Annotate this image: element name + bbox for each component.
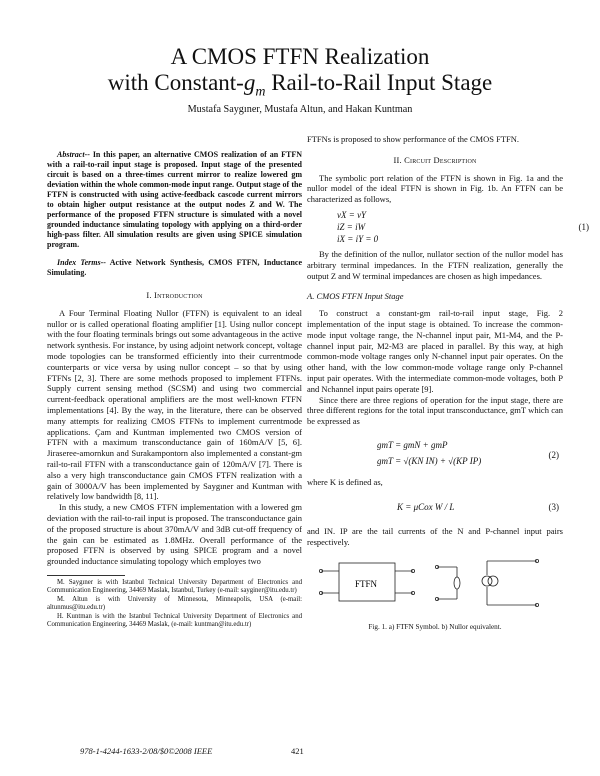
eq2-line2: gmT = √(KN IN) + √(KP IP) [377, 455, 482, 466]
abstract [47, 150, 302, 250]
footnote-kuntman: H. Kuntman is with the Istanbul Technical University Department of Electronics and Communication Engineering, 34469 Maslak, (e-mail: kuntman@itu.edu.tr) [47, 612, 302, 628]
equation-2 [377, 437, 563, 469]
where-k-text: where K is defined as, [307, 476, 383, 487]
figure-1-caption: Fig. 1. a) FTFN Symbol. b) Nullor equivalent. [368, 623, 502, 632]
subsection-heading-input-stage: A. CMOS FTFN Input Stage [307, 291, 404, 302]
index-terms [47, 258, 302, 278]
ftfn-label: FTFN [355, 579, 378, 590]
equation-1 [337, 209, 589, 245]
section-heading-intro: I. Introduction [146, 290, 203, 300]
left-column [47, 150, 302, 629]
footnote-divider [47, 575, 125, 576]
paper-title-line2 [0, 70, 600, 106]
nullor-equivalent [435, 560, 538, 607]
index-label: Index Terms-- [57, 258, 106, 267]
right-column [307, 134, 589, 633]
eq2-number: (2) [548, 449, 559, 460]
title-part: with Constant- [107, 70, 244, 95]
title-part-post: Rail-to-Rail Input Stage [265, 70, 493, 95]
intro-paragraph-1: A Four Terminal Floating Nullor (FTFN) is equivalent to an ideal nullor or is called operational floating amplifier [1]. Using nullor concept with the four floating terminals brings out some advantageous in the active network synthesis. For instance, by using adjoint network concept, voltage mode topologies can be transformed efficiently into their currentmode counterparts or vice versa by using nullor concept – so that by using FTFNs [2, 3]. There are some methods proposed to implement FTFNs. Supply current sensing method (SCSM) and using two commercial current-feedback operational amplifiers are the most well-known FTFN implementations [4]. By the way, in the literature, there can be observed many attempts for realizing CMOS FTFNs to implement currentmode applications. Çam and Kuntman implemented two CMOS version of FTFN with a maximum transconductance gain of 160mA/V [5, 6]. Jiraseree-amornkun and Surakampontorn also implemented a constant-gm rail-to-rail FTFN with a transconductance gain of 120mA/V [7]. There is also a very high transconductance gain CMOS FTFN realization with a gain of 3000A/V has been implemented by Saygıner and Kuntman with relatively low bandwidth [8, 11]. [47, 307, 302, 502]
eq2-line1: gmT = gmN + gmP [377, 439, 448, 450]
footnote-sayginer: M. Saygıner is with Istanbul Technical University Department of Electronics and Communication Engineering, 34469 Maslak, Istanbul, Turkey (e-mail: sayginer@itu.edu.tr) [47, 578, 302, 595]
input-stage-paragraph-1: To construct a constant-gm rail-to-rail input stage, Fig. 2 implementation of the input stage is obtained. To increase the common-mode input voltage range, the N-channel input pair, M1-M4, and the P-channel input pair, M2-M3 are placed in parallel. By this way, at high common-mode voltage ranges only N-channel input pair operates. On the other hand, with the low common-mode voltage range only P-channel input pair operates. With the intermediate common-mode voltages, both P and Nchannel input pairs operate [9]. [307, 308, 563, 394]
eq1-line2: iZ = iW [337, 221, 366, 232]
section-heading-circuit: II. Circuit Description [393, 154, 477, 165]
equation-3 [397, 500, 563, 514]
input-stage-paragraph-2: Since there are three regions of operation for the input stage, there are three different regions for the total input transconductance, gmT which can be expressed as [307, 394, 563, 427]
desc-paragraph-2: By the definition of the nullor, nullator section of the nullor model has arbitrary terminal impedances. In the FTFN realization, generally the output Z and W terminal impedances are chosen as high impedances. [307, 248, 563, 281]
title-sub: m [255, 84, 266, 100]
right-intro-continued: FTFNs is proposed to show performance of the CMOS FTFN. [307, 134, 520, 144]
index-text: Active Network Synthesis, CMOS FTFN, Inductance Simulating. [47, 258, 302, 277]
intro-paragraph-2: In this study, a new CMOS FTFN implementation with a lowered gm deviation with the rail-to-rail input is proposed. The transconductance gain of the proposed structure is about 370mA/V and 3dB cut-off frequency of the gain can be estimated as 1.8MHz. Overall performance of the proposed FTFN is observed by using SPICE program and a novel grounded inductance simulating topology which employes two [47, 502, 302, 567]
title-var: g [243, 70, 256, 95]
paper-title-line1: A CMOS FTFN Realization [170, 44, 430, 69]
eq1-number: (1) [578, 221, 589, 232]
eq3-body: K = μCox W / L [397, 501, 455, 512]
abstract-text: In this paper, an alternative CMOS realization of an FTFN with a rail-to-rail input stage is proposed. Input stage of the presented circuit is based on a three-times current mirror to realize lowered gm deviation within the whole common-mode input range. Output stage of the FTFN is constructed with using active-feedback cascode current mirrors to obtain higher output resistance at the output nodes Z and W. The performance of the proposed FTFN structure is simulated with a novel grounded inductance simulating topology with applying on a third-order high-pass filter. All simulation results are given using SPICE simulation program. [47, 150, 302, 249]
desc-paragraph-1: The symbolic port relation of the FTFN is shown in Fig. 1a and the nullor model of the ideal FTFN is shown in Fig. 1b. An FTFN can be characterized as follows, [307, 172, 563, 205]
eq1-line1: vX = vY [337, 209, 367, 220]
copyright-footer: 978-1-4244-1633-2/08/$0©2008 IEEE [80, 746, 213, 756]
footnote-altun: M. Altun is with University of Minnesota, Minneapolis, USA (e-mail: altunmus@itu.edu.tr) [47, 595, 302, 612]
abstract-label: Abstract-- [57, 150, 90, 159]
figure-1-diagram [307, 553, 563, 619]
eq3-number: (3) [548, 501, 559, 512]
page-number: 421 [291, 746, 304, 756]
author-list: Mustafa Saygıner, Mustafa Altun, and Hakan Kuntman [187, 104, 413, 115]
eq1-line3: iX = iY = 0 [337, 233, 379, 244]
tail-currents-text: and IN. IP are the tail currents of the N and P-channel input pairs respectively. [307, 525, 563, 547]
